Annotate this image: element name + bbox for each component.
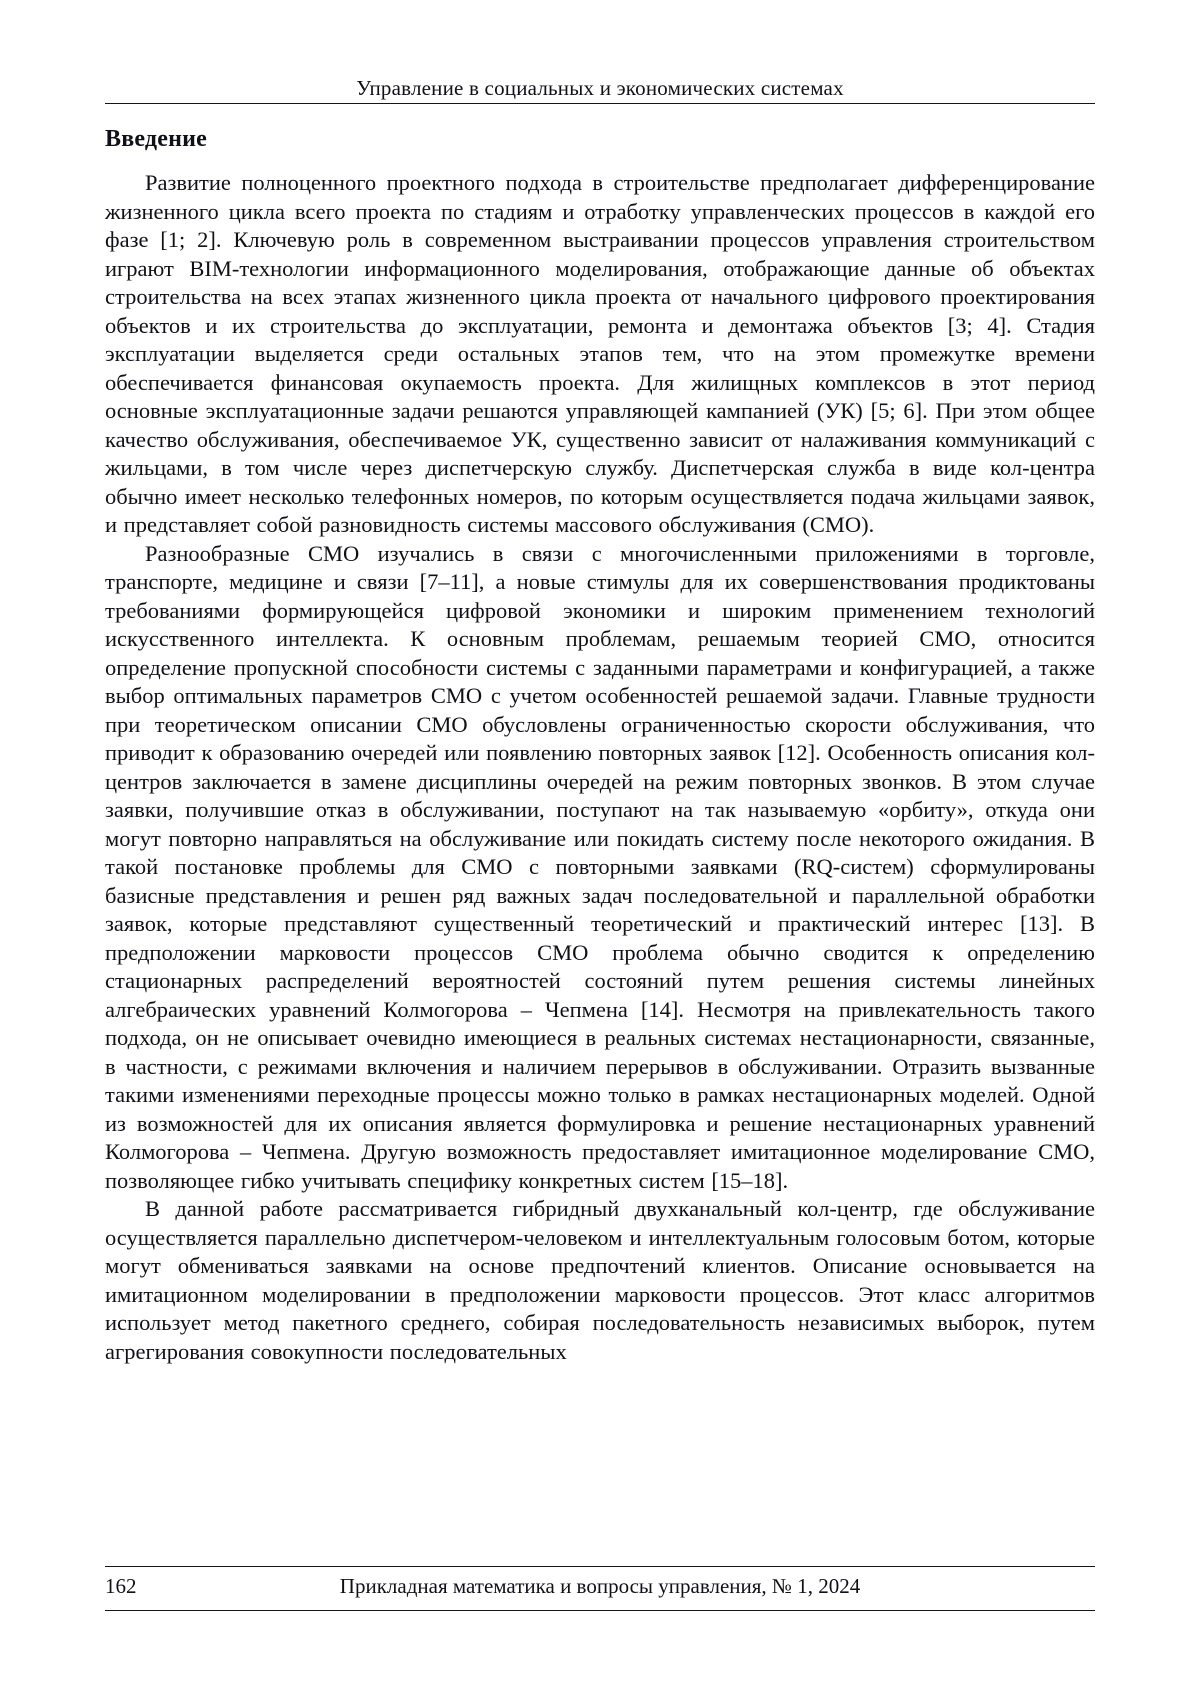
paragraph-3: В данной работе рассматривается гибридный двухканальный кол-центр, где обслуживание осуществляется параллельно диспетчером-человеком и интеллектуальным голосовым ботом, которые могут обмениваться заявками на основе предпочтений клиентов. Описание основывается на имитационном моделировании в предположении марковости процессов. Этот класс алгоритмов использует метод пакетного среднего, собирая последовательность независимых выборок, путем агрегирования совокупности последовательных xyxy=(105,1196,1095,1364)
section-title: Введение xyxy=(105,126,208,152)
header-rule xyxy=(105,103,1095,104)
running-head: Управление в социальных и экономических системах xyxy=(356,76,844,100)
page-number: 162 xyxy=(105,1574,137,1598)
page-footer xyxy=(105,1574,1095,1604)
paragraph-1: Развитие полноценного проектного подхода в строительстве предполагает дифференцирование жизненного цикла всего проекта по стадиям и отработку управленческих процессов в каждой его фазе [1; 2]. Ключевую роль в современном выстраивании процессов управления строительством играют BIM-технологии информационного моделирования, отображающие данные об объектах строительства на всех этапах жизненного цикла проекта от начального цифрового проектирования объектов и их строительства до эксплуатации, ремонта и демонтажа объектов [3; 4]. Стадия эксплуатации выделяется среди остальных этапов тем, что на этом промежутке времени обеспечивается финансовая окупаемость проекта. Для жилищных комплексов в этот период основные эксплуатационные задачи решаются управляющей кампанией (УК) [5; 6]. При этом общее качество обслуживания, обеспечиваемое УК, существенно зависит от налаживания коммуникаций с жильцами, в том числе через диспетчерскую службу. Диспетчерская служба в виде кол-центра обычно имеет несколько телефонных номеров, по которым осуществляется подача жильцами заявок, и представляет собой разновидность системы массового обслуживания (СМО). xyxy=(105,170,1095,537)
page-content xyxy=(105,126,1095,1366)
journal-title: Прикладная математика и вопросы управления, № 1, 2024 xyxy=(339,1574,861,1598)
paragraph-2: Разнообразные СМО изучались в связи с многочисленными приложениями в торговле, транспорте, медицине и связи [7–11], а новые стимулы для их совершенствования продиктованы требованиями формирующейся цифровой экономики и широким применением технологий искусственного интеллекта. К основным проблемам, решаемым теорией СМО, относится определение пропускной способности системы с заданными параметрами и конфигурацией, а также выбор оптимальных параметров СМО с учетом особенностей решаемой задачи. Главные трудности при теоретическом описании СМО обусловлены ограниченностью скорости обслуживания, что приводит к образованию очередей или появлению повторных заявок [12]. Особенность описания кол-центров заключается в замене дисциплины очередей на режим повторных звонков. В этом случае заявки, получившие отказ в обслуживании, поступают на так называемую «орбиту», откуда они могут повторно направляться на обслуживание или покидать систему после некоторого ожидания. В такой постановке проблемы для СМО с повторными заявками (RQ-систем) сформулированы базисные представления и решен ряд важных задач последовательной и параллельной обработки заявок, которые представляют существенный теоретический и практический интерес [13]. В предположении марковости процессов СМО проблема обычно сводится к определению стационарных распределений вероятностей состояний путем решения системы линейных алгебраических уравнений Колмогорова – Чепмена [14]. Несмотря на привлекательность такого подхода, он не описывает очевидно имеющиеся в реальных системах нестационарности, связанные, в частности, с режимами включения и наличием перерывов в обслуживании. Отразить вызванные такими изменениями переходные процессы можно только в рамках нестационарных моделей. Одной из возможностей для их описания является формулировка и решение нестационарных уравнений Колмогорова – Чепмена. Другую возможность предоставляет имитационное моделирование СМО, позволяющее гибко учитывать специфику конкретных систем [15–18]. xyxy=(105,540,1095,1193)
footer-rule-top xyxy=(105,1566,1095,1567)
footer-rule-bottom xyxy=(105,1610,1095,1611)
